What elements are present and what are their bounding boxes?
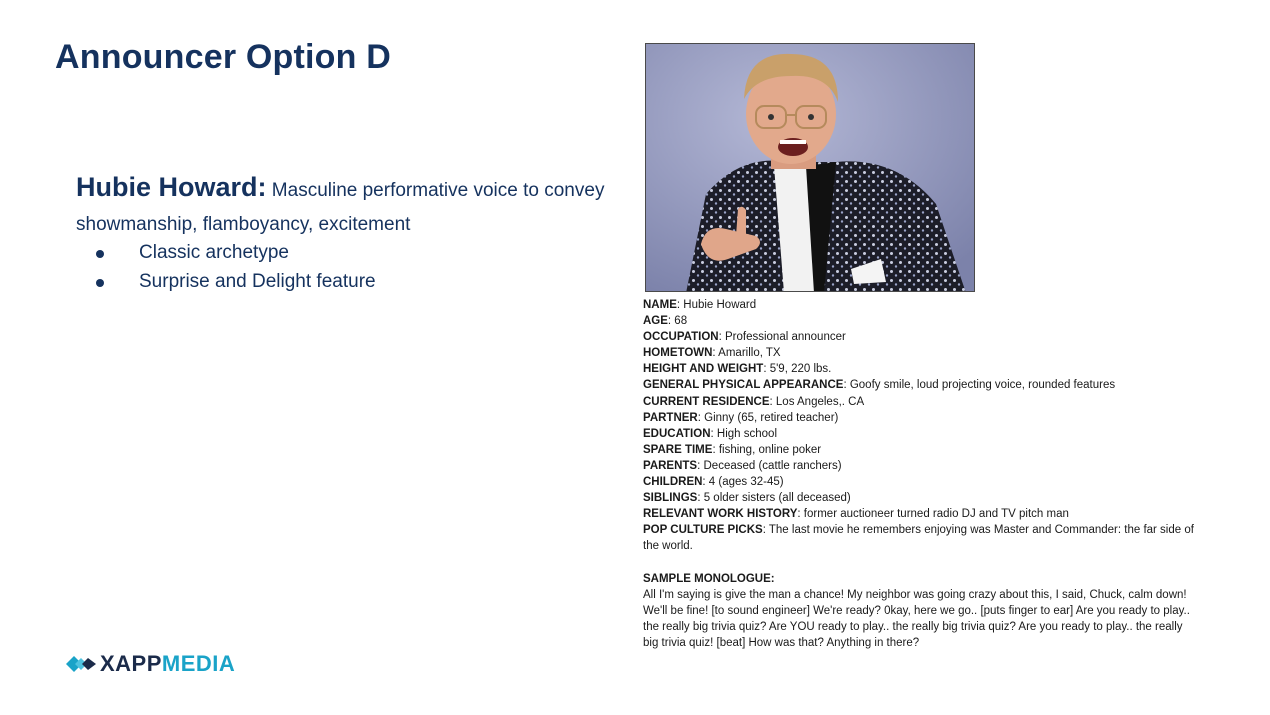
slide-title: Announcer Option D <box>55 38 392 76</box>
profile-value: : Ginny (65, retired teacher) <box>697 411 839 424</box>
profile-value: : Professional announcer <box>718 331 846 344</box>
profile-label: SPARE TIME <box>643 443 713 456</box>
profile-label: POP CULTURE PICKS <box>643 524 763 537</box>
intro-text <box>76 170 616 242</box>
profile-row-partner <box>643 410 1195 426</box>
profile-value: : Los Angeles,. CA <box>769 395 865 408</box>
profile-label: PARTNER <box>643 411 698 424</box>
profile-row-parents <box>643 458 1195 474</box>
profile-label: NAME <box>643 299 677 311</box>
sample-monologue <box>643 571 1195 651</box>
logo-mark-icon <box>66 655 96 673</box>
profile-label: CHILDREN <box>643 476 703 489</box>
profile-value: : former auctioneer turned radio DJ and TV pitch man <box>797 508 1069 521</box>
profile-row-name <box>643 297 1195 313</box>
profile-row-age <box>643 313 1195 329</box>
xappmedia-logo <box>66 650 235 678</box>
profile-label: GENERAL PHYSICAL APPEARANCE <box>643 379 844 392</box>
profile-row-occupation <box>643 329 1195 345</box>
profile-row-education <box>643 426 1195 442</box>
list-item <box>76 267 376 296</box>
logo-text-media: MEDIA <box>161 651 236 676</box>
profile-row-appearance <box>643 377 1195 393</box>
character-profile <box>643 297 1195 651</box>
profile-value: : 4 (ages 32-45) <box>702 476 784 489</box>
announcer-description: Masculine performative voice to convey showmanship, flamboyancy, excitement <box>76 180 605 235</box>
logo-text-xapp: XAPP <box>100 651 162 676</box>
profile-label: PARENTS <box>643 459 698 472</box>
profile-row-pop-culture <box>643 522 1195 554</box>
profile-value: : Amarillo, TX <box>712 347 781 360</box>
profile-row-hometown <box>643 345 1195 361</box>
profile-value: : 68 <box>667 315 688 328</box>
profile-label: RELEVANT WORK HISTORY <box>643 508 798 521</box>
profile-row-children <box>643 474 1195 490</box>
feature-list <box>76 238 376 296</box>
profile-label: EDUCATION <box>643 427 711 440</box>
bullet-icon <box>96 250 104 258</box>
profile-label: SIBLINGS <box>643 492 698 505</box>
profile-label: OCCUPATION <box>643 331 719 344</box>
announcer-photo <box>645 43 975 292</box>
profile-row-siblings <box>643 490 1195 506</box>
profile-value: : Goofy smile, loud projecting voice, rounded features <box>843 379 1116 392</box>
profile-value: : The last movie he remembers enjoying was Master and Commander: the far side of the world. <box>643 524 1194 553</box>
list-item <box>76 238 376 267</box>
bullet-icon <box>96 279 104 287</box>
profile-row-residence <box>643 394 1195 410</box>
profile-label: HEIGHT AND WEIGHT <box>643 363 764 376</box>
profile-row-work-history <box>643 506 1195 522</box>
monologue-label: SAMPLE MONOLOGUE: <box>643 572 775 585</box>
profile-value: : Hubie Howard <box>676 299 757 311</box>
profile-label: AGE <box>643 315 668 328</box>
profile-value: : fishing, online poker <box>712 443 822 456</box>
bullet-text: Classic archetype <box>139 242 289 263</box>
bullet-text: Surprise and Delight feature <box>139 271 376 292</box>
monologue-text: All I'm saying is give the man a chance! My neighbor was going crazy about this, I said, Chuck, calm down! We'll be fine! [to sound engineer] We're ready? 0kay, here we go.. [puts finger to ear] Are you ready to play.. the really big trivia quiz? Are YOU ready to play.. the really big trivia quiz? Are you ready to play.. the really big trivia quiz! [beat] How was that? Anything in there? <box>643 588 1190 649</box>
profile-label: HOMETOWN <box>643 347 713 360</box>
profile-value: : 5 older sisters (all deceased) <box>697 492 851 505</box>
profile-value: : Deceased (cattle ranchers) <box>697 459 842 472</box>
announcer-name: Hubie Howard: <box>76 172 267 202</box>
profile-label: CURRENT RESIDENCE <box>643 395 770 408</box>
portrait-illustration <box>646 44 975 292</box>
profile-row-spare-time <box>643 442 1195 458</box>
profile-value: : High school <box>710 427 777 440</box>
profile-row-height-weight <box>643 361 1195 377</box>
profile-value: : 5'9, 220 lbs. <box>763 363 832 376</box>
